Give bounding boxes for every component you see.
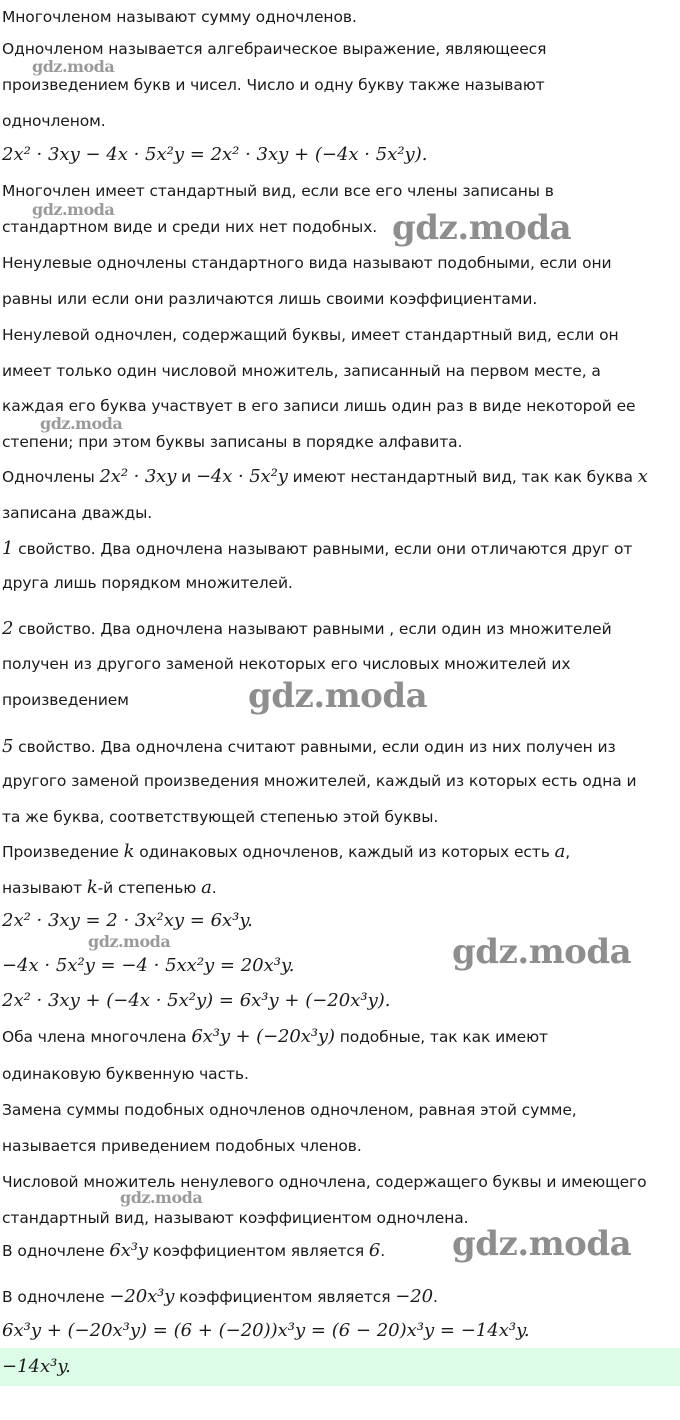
text-span: .: [380, 1242, 386, 1260]
text-line: [2, 538, 632, 559]
watermark-logo: gdz.moda: [452, 932, 632, 972]
text-line: называется приведением подобных членов.: [2, 1137, 362, 1155]
text-span: свойство. Два одночлена называют равными, если они отличаются друг от: [13, 540, 633, 558]
text-span: Оба члена многочлена: [2, 1028, 192, 1046]
text-span: .: [432, 1288, 438, 1306]
math-expr: 2x² · 3xy: [99, 466, 177, 487]
text-span: и: [176, 468, 196, 486]
formula-line: −4x · 5x²y = −4 · 5xx²y = 20x³y.: [2, 955, 295, 976]
text-span: коэффициентом является: [174, 1288, 396, 1306]
text-line: записана дважды.: [2, 504, 153, 522]
text-line: стандартный вид, называют коэффициентом одночлена.: [2, 1209, 469, 1227]
text-line: стандартном виде и среди них нет подобных.: [2, 218, 378, 236]
formula-line: 2x² · 3xy − 4x · 5x²y = 2x² · 3xy + (−4x · 5x²y).: [2, 144, 428, 165]
text-line: произведением букв и чисел. Число и одну букву также называют: [2, 76, 545, 94]
text-line: [2, 1286, 438, 1307]
text-line: [2, 1240, 385, 1261]
text-line: другого заменой произведения множителей, каждый из которых есть одна и: [2, 772, 637, 790]
math-expr: 6x³y: [109, 1240, 148, 1261]
text-span: -й степенью: [97, 879, 202, 897]
watermark-logo: gdz.moda: [32, 57, 115, 76]
math-expr: k: [123, 841, 135, 862]
math-expr: a: [201, 877, 212, 898]
formula-line: 2x² · 3xy + (−4x · 5x²y) = 6x³y + (−20x³y).: [2, 990, 391, 1011]
math-expr: 6: [368, 1240, 381, 1261]
text-span: свойство. Два одночлена считают равными, если один из них получен из: [13, 738, 616, 756]
text-span: В одночлене: [2, 1288, 110, 1306]
watermark-logo: gdz.moda: [392, 208, 572, 248]
answer-highlight: [0, 1348, 680, 1386]
text-span: называют: [2, 879, 87, 897]
text-line: [2, 1026, 548, 1047]
text-line: произведением: [2, 691, 129, 709]
text-line: одинаковую буквенную часть.: [2, 1065, 249, 1083]
text-line: Числовой множитель ненулевого одночлена, содержащего буквы и имеющего: [2, 1173, 647, 1191]
formula-line: 6x³y + (−20x³y) = (6 + (−20))x³y = (6 − 20)x³y = −14x³y.: [2, 1320, 530, 1341]
text-span: ,: [565, 843, 571, 861]
text-span: подобные, так как имеют: [334, 1028, 548, 1046]
text-span: .: [211, 879, 217, 897]
text-span: В одночлене: [2, 1242, 110, 1260]
text-line: [2, 877, 217, 898]
text-line: получен из другого заменой некоторых его числовых множителей их: [2, 655, 571, 673]
watermark-logo: gdz.moda: [32, 200, 115, 219]
text-line: равны или если они различаются лишь своими коэффициентами.: [2, 290, 538, 308]
text-line: Многочленом называют сумму одночленов.: [2, 8, 357, 26]
text-line: Замена суммы подобных одночленов одночленом, равная этой сумме,: [2, 1101, 577, 1119]
text-line: та же буква, соответствующей степенью этой буквы.: [2, 808, 439, 826]
text-span: имеют нестандартный вид, так как буква: [287, 468, 638, 486]
math-expr: 2: [2, 618, 14, 639]
watermark-logo: gdz.moda: [88, 932, 171, 951]
watermark-logo: gdz.moda: [248, 676, 428, 716]
text-line: каждая его буква участвует в его записи лишь один раз в виде некоторой ее: [2, 397, 636, 415]
text-span: коэффициентом является: [147, 1242, 369, 1260]
text-line: Ненулевые одночлены стандартного вида называют подобными, если они: [2, 254, 612, 272]
math-expr: −20: [395, 1286, 433, 1307]
text-span: одинаковых одночленов, каждый из которых есть: [134, 843, 555, 861]
text-line: [2, 841, 570, 862]
text-line: Многочлен имеет стандартный вид, если все его члены записаны в: [2, 182, 554, 200]
math-expr: 1: [2, 538, 14, 559]
text-line: имеет только один числовой множитель, записанный на первом месте, а: [2, 362, 601, 380]
watermark-logo: gdz.moda: [452, 1224, 632, 1264]
math-expr: −20x³y: [109, 1286, 175, 1307]
text-span: свойство. Два одночлена называют равными , если один из множителей: [13, 620, 612, 638]
text-line: одночленом.: [2, 112, 106, 130]
math-expr: x: [637, 466, 648, 487]
math-expr: a: [554, 841, 566, 862]
text-line: [2, 466, 648, 487]
formula-line: 2x² · 3xy = 2 · 3x²xy = 6x³y.: [2, 910, 253, 931]
text-line: Одночленом называется алгебраическое выражение, являющееся: [2, 40, 547, 58]
watermark-logo: gdz.moda: [40, 414, 123, 433]
text-span: Одночлены: [2, 468, 100, 486]
text-line: степени; при этом буквы записаны в порядке алфавита.: [2, 433, 463, 451]
text-line: [2, 618, 612, 639]
watermark-logo: gdz.moda: [120, 1188, 203, 1207]
math-expr: 5: [2, 736, 14, 757]
text-line: [2, 736, 616, 757]
math-expr: k: [86, 877, 98, 898]
math-expr: 6x³y + (−20x³y): [191, 1026, 335, 1047]
final-answer: −14x³y.: [2, 1356, 71, 1377]
math-expr: −4x · 5x²y: [195, 466, 288, 487]
text-span: Произведение: [2, 843, 124, 861]
text-line: друга лишь порядком множителей.: [2, 574, 293, 592]
text-line: Ненулевой одночлен, содержащий буквы, имеет стандартный вид, если он: [2, 326, 619, 344]
